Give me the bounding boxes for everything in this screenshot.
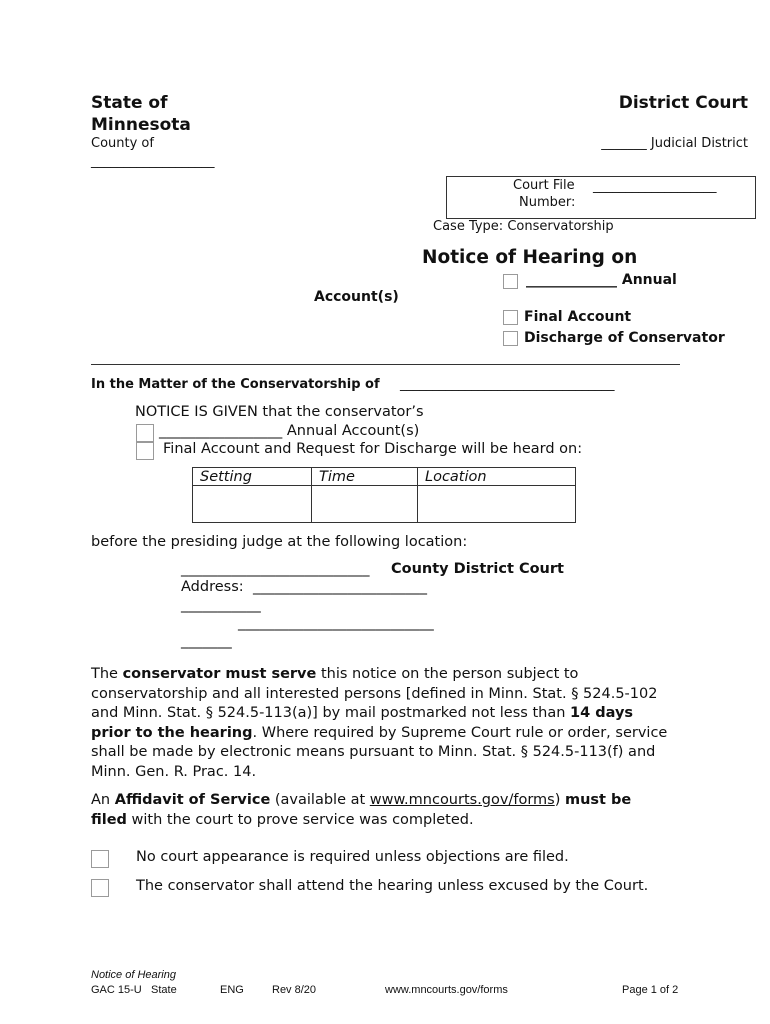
county-label: County of (91, 136, 154, 151)
court-file-label: Court File (513, 178, 575, 193)
address-label: Address: (181, 579, 244, 595)
footer-form-code: GAC 15-U (91, 984, 142, 996)
location-header: Location (418, 468, 576, 486)
notice-intro: NOTICE IS GIVEN that the conservator’s (135, 404, 424, 420)
annual-account-checkbox[interactable] (503, 274, 518, 289)
notice-final-checkbox[interactable] (136, 442, 154, 460)
final-account-option: Final Account (524, 309, 632, 325)
county-field[interactable]: ___________________ (91, 154, 215, 169)
notice-final-option: Final Account and Request for Discharge will be heard on: (163, 441, 583, 457)
hearing-table (192, 467, 576, 523)
address-field-4[interactable]: _______ (181, 633, 232, 649)
notice-annual-option: _________________ Annual Account(s) (159, 423, 420, 439)
section-divider (91, 364, 680, 365)
matter-label: In the Matter of the Conservatorship of (91, 377, 380, 392)
footer-revision: Rev 8/20 (272, 984, 317, 996)
hearing-table-row (193, 486, 576, 523)
address-field-3[interactable]: ___________________________ (238, 615, 434, 631)
court-file-box (446, 176, 756, 219)
annual-account-option: _____________ Annual (526, 272, 677, 288)
page-title: Notice of Hearing on (422, 247, 638, 268)
forms-link[interactable]: www.mncourts.gov/forms (369, 792, 555, 808)
conservatee-name-field[interactable]: _________________________________ (400, 377, 615, 392)
footer-scope: State (151, 984, 177, 996)
location-cell[interactable] (418, 486, 576, 523)
no-appearance-label: No court appearance is required unless objections are filed. (136, 849, 569, 865)
no-appearance-checkbox[interactable] (91, 850, 109, 868)
footer-page-number: Page 1 of 2 (622, 984, 679, 996)
address-field-2[interactable]: ___________ (181, 597, 261, 613)
county-court-label: County District Court (391, 561, 564, 577)
court-title: District Court (618, 93, 748, 113)
footer-language: ENG (220, 984, 244, 996)
county-court-field[interactable]: __________________________ (181, 561, 370, 577)
attend-hearing-checkbox[interactable] (91, 879, 109, 897)
notice-annual-checkbox[interactable] (136, 424, 154, 442)
time-header: Time (312, 468, 418, 486)
time-cell[interactable] (312, 486, 418, 523)
footer-url[interactable]: www.mncourts.gov/forms (385, 984, 508, 996)
setting-header: Setting (193, 468, 312, 486)
hearing-table-header (193, 468, 576, 486)
state-label: State of (91, 93, 168, 113)
court-file-label-2: Number: (519, 195, 576, 210)
service-paragraph: The conservator must serve this notice on the person subject to conservatorship and all interested persons [defined in Minn. Stat. § 524.5-102 and Minn. Stat. § 524.5-113(a)] by mail postmarked not less than 14 days prior to the hearing. Where required by Supreme Court rule or order, service shall be made by electronic means pursuant to Minn. Stat. § 524.5-113(f) and Minn. Gen. R. Prac. 14. (91, 666, 668, 780)
court-file-number-field[interactable]: ___________________ (593, 179, 717, 194)
location-intro: before the presiding judge at the following location: (91, 534, 468, 550)
accounts-label: Account(s) (314, 289, 399, 305)
attend-hearing-label: The conservator shall attend the hearing unless excused by the Court. (136, 878, 649, 894)
final-account-checkbox[interactable] (503, 310, 518, 325)
footer-form-title: Notice of Hearing (91, 969, 176, 981)
discharge-checkbox[interactable] (503, 331, 518, 346)
affidavit-paragraph: An Affidavit of Service (available at www.mncourts.gov/forms) must be filed with the court to prove service was completed. (91, 792, 632, 828)
state-name: Minnesota (91, 115, 191, 135)
setting-cell[interactable] (193, 486, 312, 523)
case-type: Case Type: Conservatorship (433, 219, 614, 234)
discharge-option: Discharge of Conservator (524, 330, 725, 346)
address-field[interactable]: ________________________ (253, 579, 427, 595)
judicial-district-field[interactable]: _______ Judicial District (601, 136, 748, 151)
